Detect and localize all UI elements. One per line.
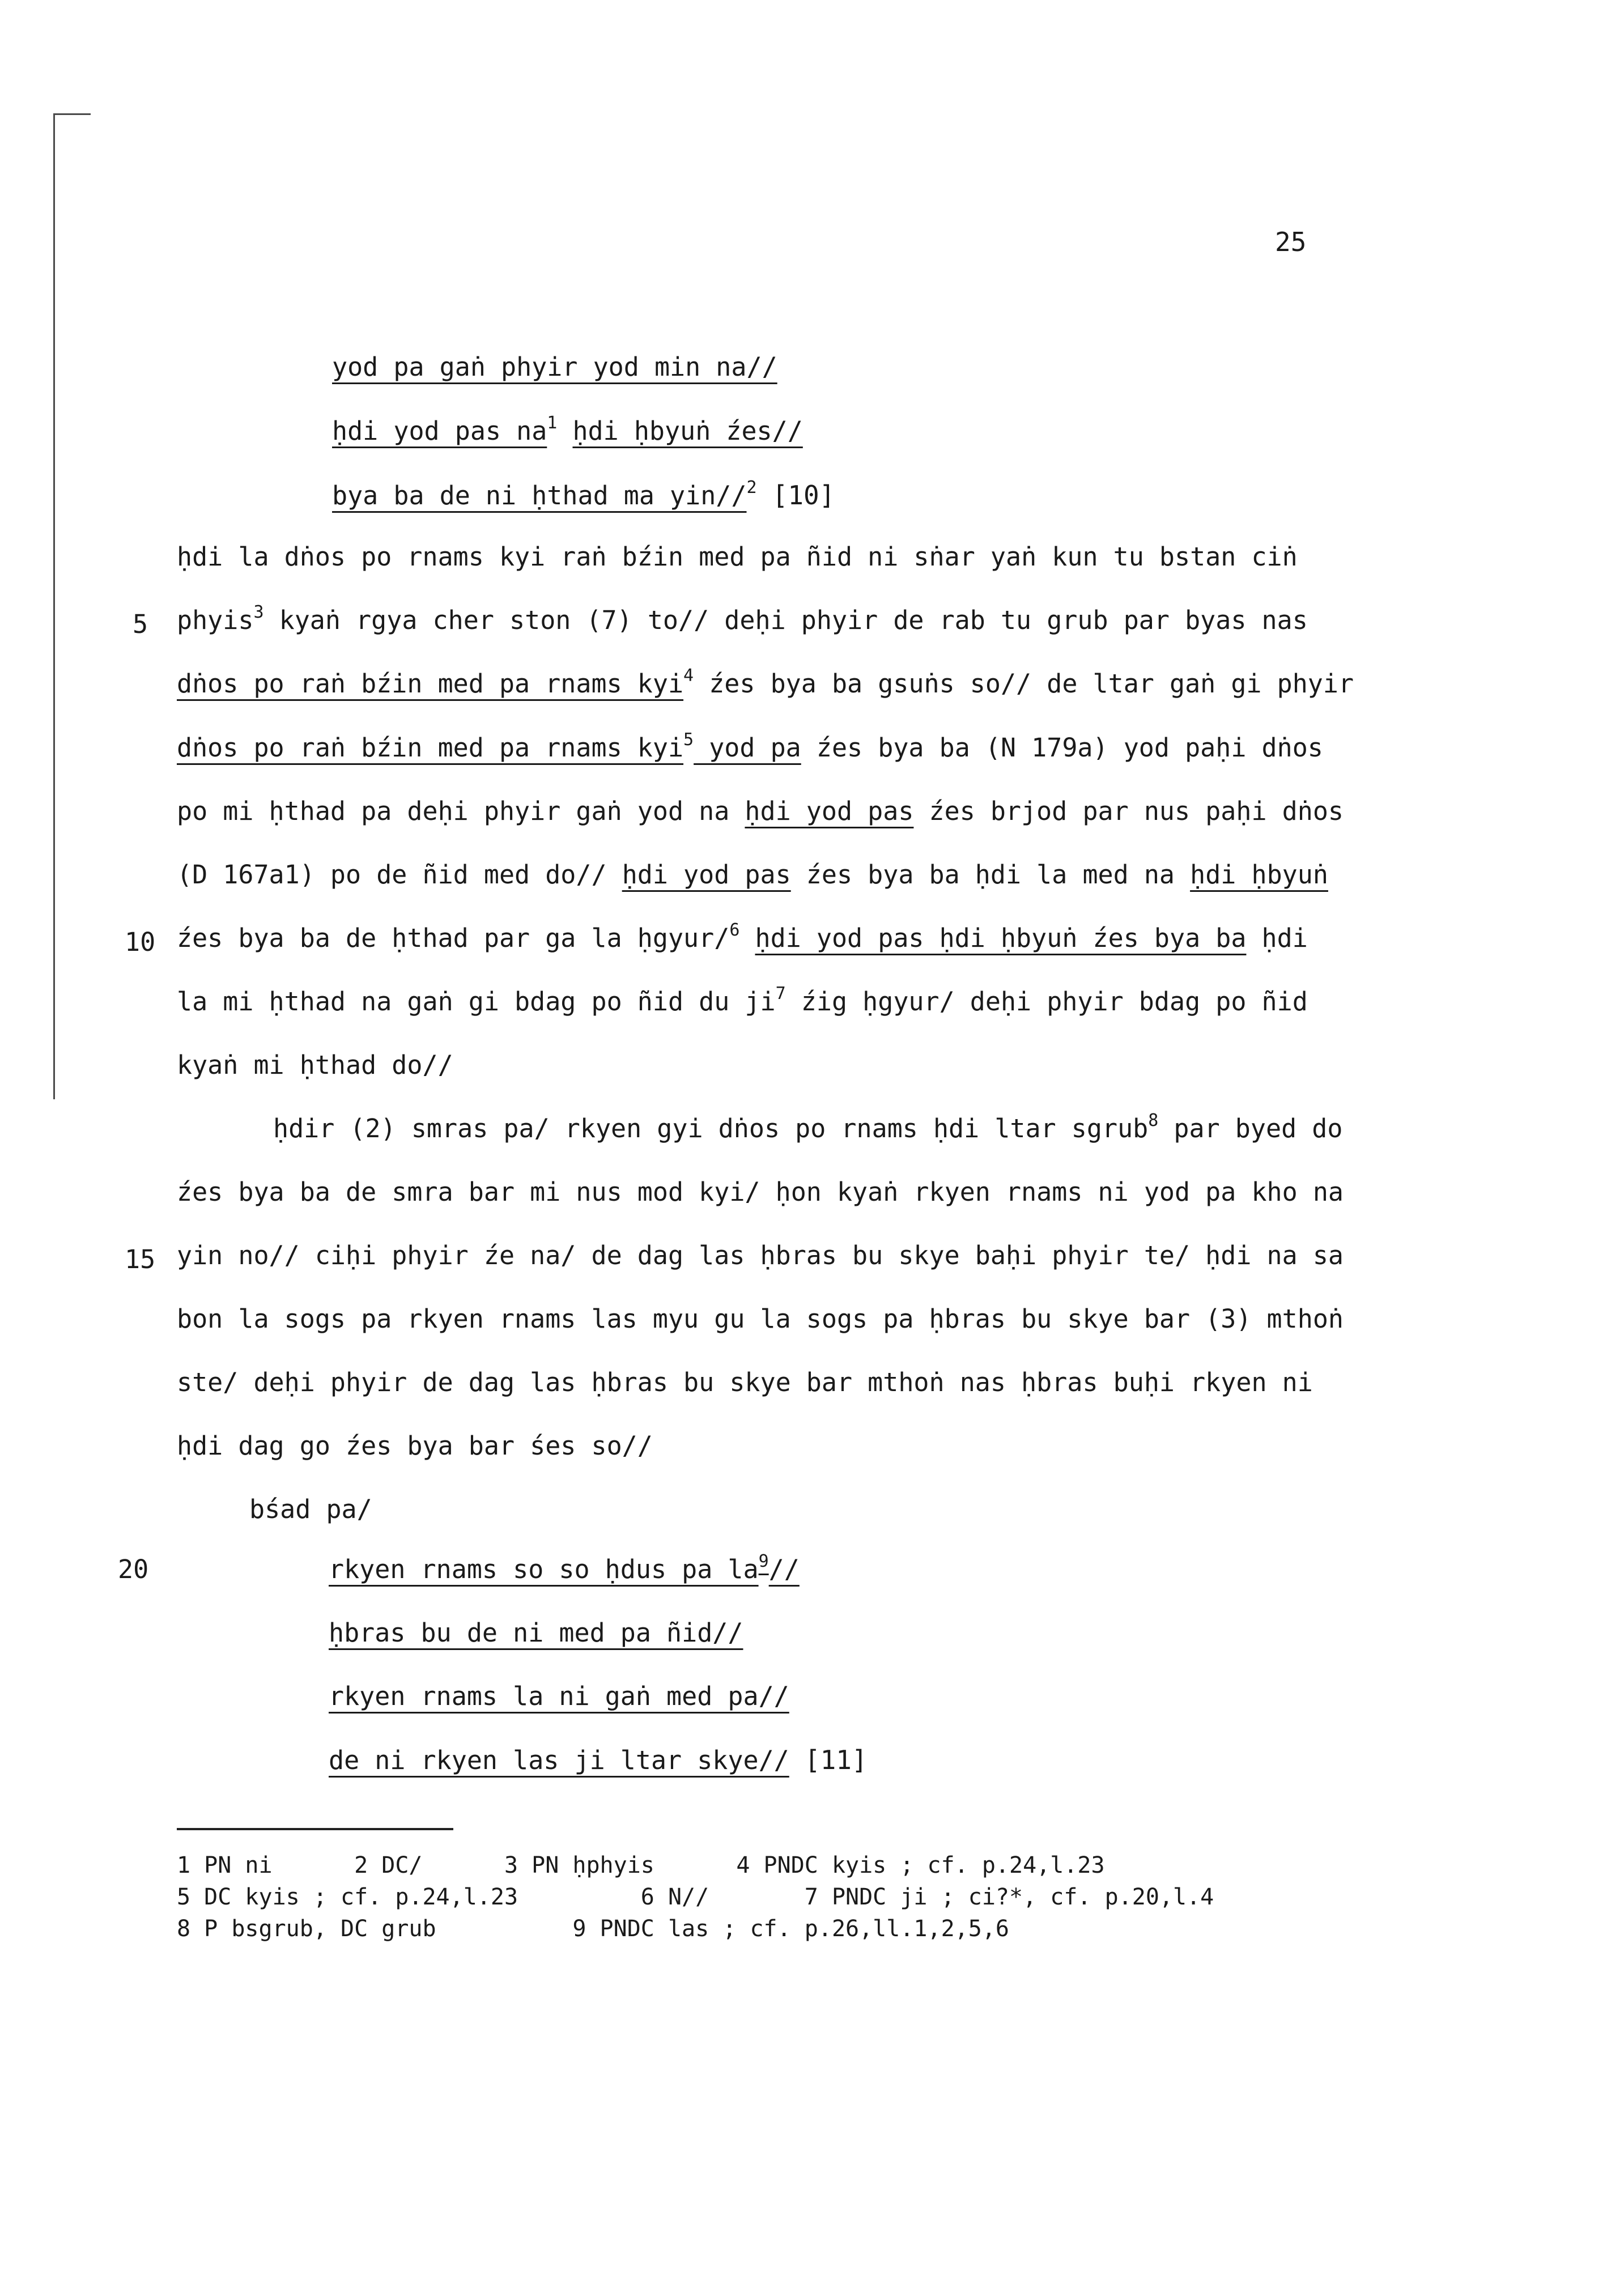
prose-line <box>177 920 1308 953</box>
verse-reference: [11] <box>804 1745 868 1775</box>
verse-text: de ni rkyen las ji ltar skye// <box>329 1745 789 1775</box>
verse-line: yod pa gaṅ phyir yod min na// <box>332 352 777 382</box>
prose-text: (D 167a1) po de ñid med do// <box>177 860 622 890</box>
prose-text: ḥdi <box>1246 923 1308 953</box>
page-number: 25 <box>1275 227 1307 257</box>
footnote-marker: 7 <box>775 984 786 1004</box>
verse-line <box>332 413 803 446</box>
quoted-text: dṅos po raṅ bźin med pa rnams kyi <box>177 733 684 763</box>
prose-line: źes bya ba de smra bar mi nus mod kyi/ ḥon kyaṅ rkyen rnams ni yod pa kho na <box>177 1177 1344 1207</box>
verse-line: ḥbras bu de ni med pa ñid// <box>329 1618 743 1648</box>
quoted-text: ḥdi yod pas ḥdi ḥbyuṅ źes bya ba <box>755 923 1247 953</box>
quoted-text: ḥdi yod pas <box>622 860 791 890</box>
footnote-marker: 2 <box>746 478 757 498</box>
prose-line <box>177 798 1344 824</box>
prose-text: ḥdir (2) smras pa/ rkyen gyi dṅos po rnams ḥdi ltar sgrub <box>273 1113 1149 1143</box>
prose-text: la mi ḥthad na gaṅ gi bdag po ñid du ji <box>177 987 776 1017</box>
prose-text: źig ḥgyur/ deḥi phyir bdag po ñid <box>785 987 1308 1017</box>
prose-line: ḥdi la dṅos po rnams kyi raṅ bźin med pa ñid ni sṅar yaṅ kun tu bstan ciṅ <box>177 542 1298 572</box>
prose-line: ḥdi dag go źes bya bar śes so// <box>177 1431 653 1461</box>
prose-text: źes brjod par nus paḥi dṅos <box>913 796 1344 826</box>
prose-line: kyaṅ mi ḥthad do// <box>177 1050 453 1080</box>
prose-line: bon la sogs pa rkyen rnams las myu gu la sogs pa ḥbras bu skye bar (3) mthoṅ <box>177 1304 1344 1334</box>
footnote-marker: 6 <box>729 920 740 940</box>
prose-text: kyaṅ rgya cher ston (7) to// deḥi phyir de rab tu grub par byas nas <box>263 605 1308 635</box>
prose-text: źes bya ba ḥdi la med na <box>790 860 1191 890</box>
prose-line <box>177 730 1323 763</box>
prose-text: par byed do <box>1158 1113 1343 1143</box>
footnote-marker: 1 <box>547 413 558 433</box>
margin-bracket-vertical <box>53 113 55 1099</box>
verse-reference: [10] <box>772 480 835 511</box>
quoted-text: dṅos po raṅ bźin med pa rnams kyi <box>177 669 684 699</box>
verse-line <box>329 1747 868 1773</box>
footnote-rule <box>177 1828 453 1830</box>
prose-line: ste/ deḥi phyir de dag las ḥbras bu skye bar mthoṅ nas ḥbras buḥi rkyen ni <box>177 1367 1313 1397</box>
prose-text: po mi ḥthad pa deḥi phyir gaṅ yod na <box>177 796 745 826</box>
footnote-marker: 5 <box>683 730 694 750</box>
footnote-marker: 3 <box>253 602 264 622</box>
prose-text: źes bya ba gsuṅs so// de ltar gaṅ gi phyir <box>694 669 1354 699</box>
footnote-marker: 4 <box>683 666 694 686</box>
verse-text: rkyen rnams so so ḥdus pa la <box>329 1554 759 1584</box>
prose-line: yin no// ciḥi phyir źe na/ de dag las ḥbras bu skye baḥi phyir te/ ḥdi na sa <box>177 1240 1344 1270</box>
line-number: 5 <box>133 609 148 639</box>
quoted-text: ḥdi ḥbyuṅ <box>1190 860 1328 890</box>
verse-text: ḥdi yod pas na <box>332 416 547 446</box>
prose-line <box>177 666 1354 699</box>
line-number: 20 <box>118 1554 149 1584</box>
quoted-text: yod pa <box>694 733 801 763</box>
line-number: 10 <box>125 927 156 957</box>
prose-line <box>177 984 1308 1017</box>
footnote-line: 5 DC kyis ; cf. p.24,l.23 6 N// 7 PNDC ji ; ci?*, cf. p.20,l.4 <box>177 1884 1214 1910</box>
footnote-marker: 8 <box>1148 1111 1159 1130</box>
prose-text <box>739 923 755 953</box>
footnote-line: 1 PN ni 2 DC/ 3 PN ḥphyis 4 PNDC kyis ; cf. p.24,l.23 <box>177 1852 1105 1878</box>
prose-text: phyis <box>177 605 254 635</box>
prose-line <box>177 860 1328 890</box>
verse-line <box>332 478 835 511</box>
verse-text: // <box>768 1554 800 1584</box>
line-number: 15 <box>125 1244 156 1274</box>
prose-text: źes bya ba de ḥthad par ga la ḥgyur/ <box>177 923 730 953</box>
verse-text: bya ba de ni ḥthad ma yin// <box>332 481 747 511</box>
prose-text: źes bya ba (N 179a) yod paḥi dṅos <box>801 733 1323 763</box>
prose-line <box>177 602 1308 635</box>
prose-line <box>273 1111 1343 1143</box>
margin-bracket-horizontal <box>53 113 91 115</box>
verse-line <box>329 1551 800 1584</box>
quoted-text: ḥdi yod pas <box>745 796 914 826</box>
verse-line: rkyen rnams la ni gaṅ med pa// <box>329 1681 789 1711</box>
footnote-line: 8 P bsgrub, DC grub 9 PNDC las ; cf. p.26,ll.1,2,5,6 <box>177 1916 1010 1942</box>
footnote-marker: 9 <box>758 1551 769 1571</box>
bshad-heading: bśad pa/ <box>249 1494 372 1524</box>
verse-text: ḥdi ḥbyuṅ źes// <box>572 416 803 446</box>
